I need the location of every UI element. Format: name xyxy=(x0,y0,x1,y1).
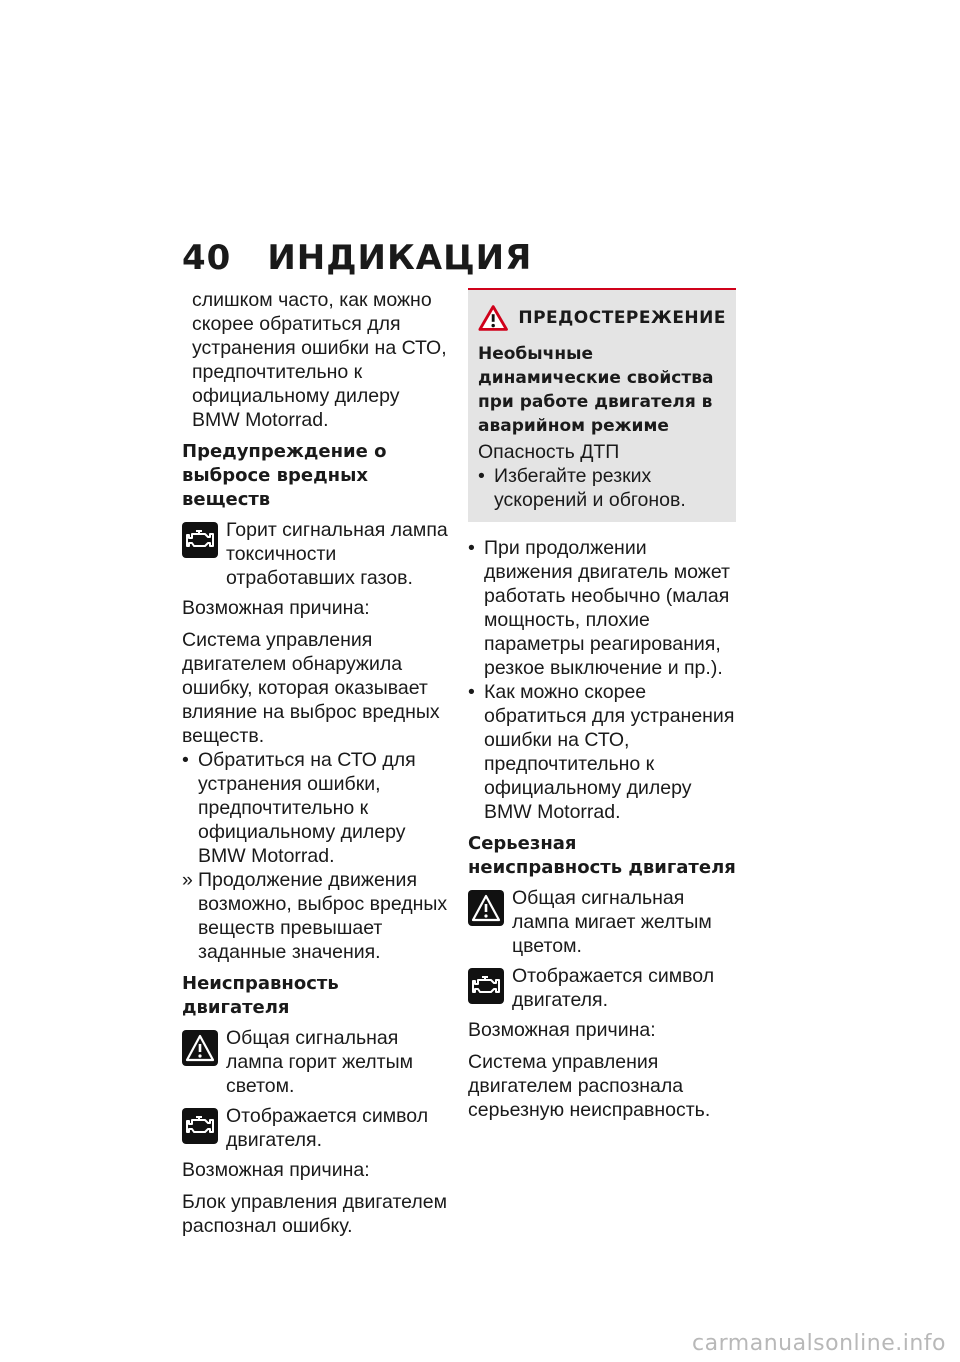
serious-fault-lamp-row xyxy=(468,886,736,958)
engine-fault-cause-text: Блок управления двигателем распознал ошибку. xyxy=(182,1191,448,1237)
emissions-result xyxy=(182,868,450,964)
serious-fault-lamp-text: Общая сигнальная лампа мигает желтым цветом. xyxy=(512,887,712,957)
engine-icon xyxy=(468,968,504,1004)
engine-icon xyxy=(182,522,218,558)
bullet-mark: • xyxy=(182,749,189,771)
emissions-cause-label: Возможная причина: xyxy=(182,597,370,619)
bullet-mark: • xyxy=(468,681,475,703)
warning-danger: Опасность ДТП xyxy=(478,441,620,463)
engine-fault-symbol-text: Отображается символ двигателя. xyxy=(226,1105,429,1151)
warning-triangle-icon xyxy=(468,890,504,926)
serious-fault-symbol-text: Отображается символ двигателя. xyxy=(512,965,715,1011)
bullet-mark: • xyxy=(478,465,485,487)
emissions-result-text: Продолжение движения возможно, выброс вредных веществ превышает заданные значения. xyxy=(198,869,448,963)
warning-title: ПРЕДОСТЕРЕЖЕНИЕ xyxy=(518,308,726,328)
serious-fault-cause-label: Возможная причина: xyxy=(468,1019,656,1041)
emissions-lamp-text: Горит сигнальная лампа токсичности отработавших газов. xyxy=(226,519,448,589)
right-bullet-1-text: При продолжении движения двигатель может работать необычно (малая мощность, плохие параметры реагирования, резкое выключение и пр.). xyxy=(484,537,730,679)
bullet-mark: • xyxy=(468,537,475,559)
right-column xyxy=(468,288,736,1122)
result-mark: » xyxy=(182,869,193,891)
emissions-heading: Предупреждение о выбросе вредных веществ xyxy=(182,441,387,510)
serious-fault-cause-text: Система управления двигателем распознала серьезную неисправность. xyxy=(468,1051,711,1121)
emissions-cause-text: Система управления двигателем обнаружила ошибку, которая оказывает влияние на выброс вредных веществ. xyxy=(182,629,440,747)
right-bullet-2 xyxy=(468,680,736,824)
page-title: ИНДИКАЦИЯ xyxy=(267,238,533,278)
engine-fault-lamp-text: Общая сигнальная лампа горит желтым светом. xyxy=(226,1027,414,1097)
serious-fault-symbol-row xyxy=(468,964,736,1012)
warning-box xyxy=(468,288,736,522)
engine-icon xyxy=(182,1108,218,1144)
emissions-lamp-row xyxy=(182,518,450,590)
page-header xyxy=(182,238,532,278)
emissions-bullet-text: Обратиться на СТО для устранения ошибки, предпочтительно к официальному дилеру BMW Motorrad. xyxy=(198,749,416,867)
intro-text: слишком часто, как можно скорее обратиться для устранения ошибки на СТО, предпочтительно к официальному дилеру BMW Motorrad. xyxy=(192,289,447,431)
warning-heading: Необычные динамические свойства при работе двигателя в аварийном режиме xyxy=(478,344,714,436)
warning-triangle-icon xyxy=(478,304,508,332)
page-number: 40 xyxy=(182,238,232,278)
right-bullet-2-text: Как можно скорее обратиться для устранения ошибки на СТО, предпочтительно к официальному дилеру BMW Motorrad. xyxy=(484,681,735,823)
warning-triangle-icon xyxy=(182,1030,218,1066)
engine-fault-cause-label: Возможная причина: xyxy=(182,1159,370,1181)
warning-bullet-text: Избегайте резких ускорений и обгонов. xyxy=(494,465,686,511)
serious-fault-heading: Серьезная неисправность двигателя xyxy=(468,833,736,878)
emissions-bullet xyxy=(182,748,450,868)
right-bullet-1 xyxy=(468,536,736,680)
watermark: carmanualsonline.info xyxy=(692,1331,946,1356)
warning-bullet xyxy=(478,464,726,512)
engine-fault-heading: Неисправность двигателя xyxy=(182,973,339,1018)
engine-fault-symbol-row xyxy=(182,1104,450,1152)
engine-fault-lamp-row xyxy=(182,1026,450,1098)
left-column xyxy=(182,288,450,1238)
warning-box-header xyxy=(478,304,726,332)
